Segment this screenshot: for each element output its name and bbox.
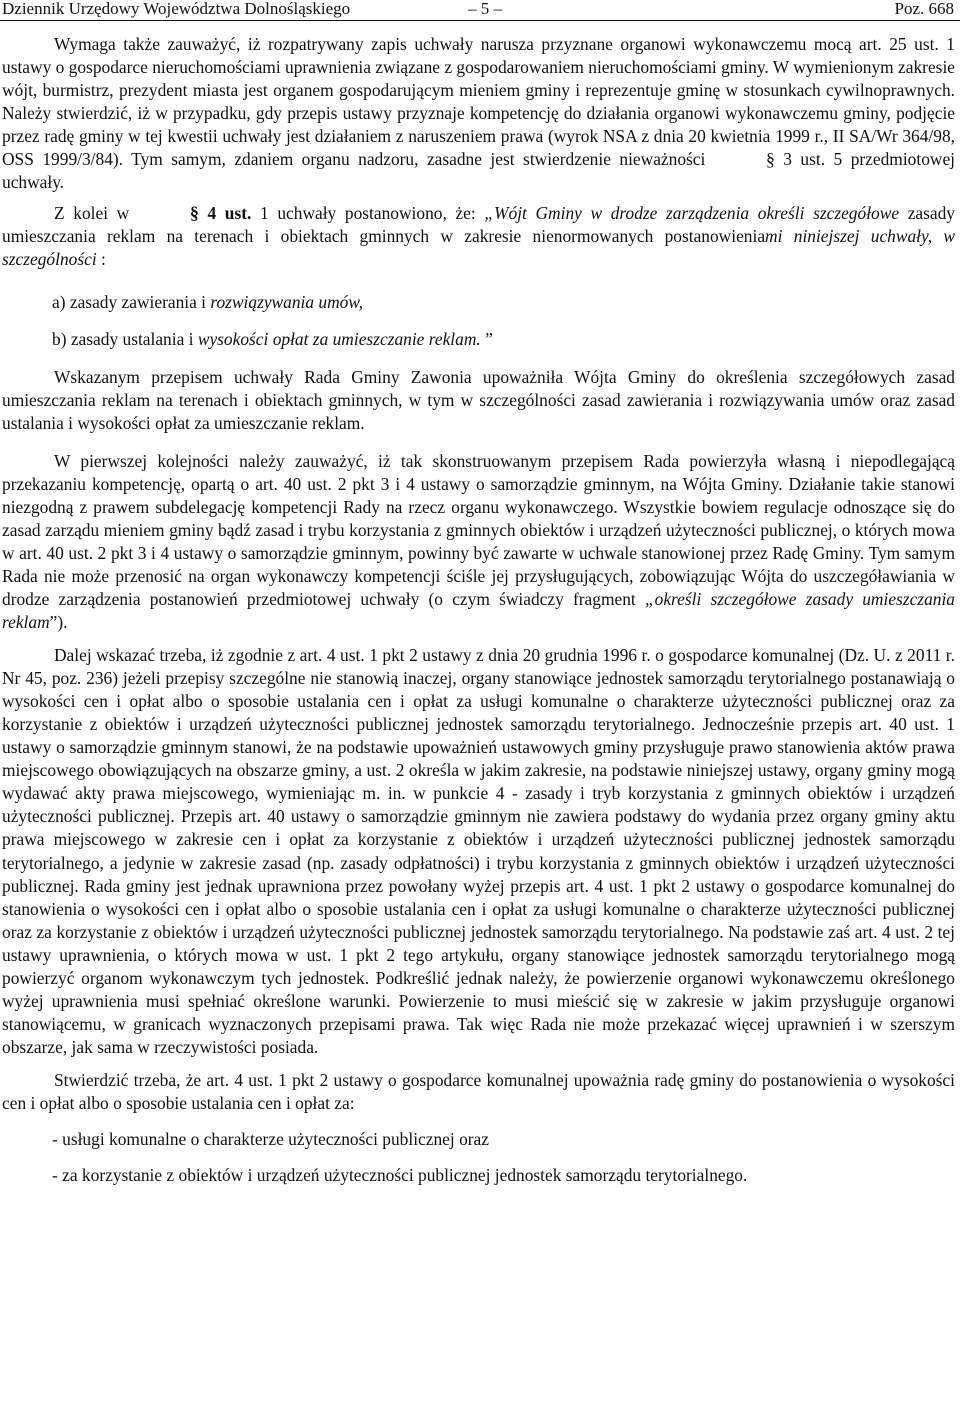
journal-title: Dziennik Urzędowy Województwa Dolnośląskiego bbox=[2, 0, 351, 18]
document-body bbox=[2, 33, 955, 1187]
paragraph-4: W pierwszej kolejności należy zauważyć, iż tak skonstruowanym przepisem Rada powierzyła własną i niepodlegającą przekazaniu kompetencję, opartą o art. 40 ust. 2 pkt 3 i 4 ustawy o samorządzie gminnym, na Wójta Gminy. Działanie takie stanowi niezgodną z prawem subdelegację kompetencji Rady na rzecz organu wykonawczego. Wszystkie bowiem regulacje odnoszące się do zasad zarządu mieniem gminy bądź zasad i trybu korzystania z gminnych obiektów i urządzeń użyteczności publicznej, o których mowa w art. 40 ust. 2 pkt 3 i 4 ustawy o samorządzie gminnym, powinny być zawarte w uchwale stanowionej przez Radę Gminy. Tym samym Rada nie może przenosić na organ wykonawczy kompetencji ściśle jej przysługujących, zobowiązując Wójta do uszczegóławiania w drodze zarządzenia postanowień przedmiotowej uchwały (o czym świadczy fragment „określi szczegółowe zasady umieszczania reklam”). bbox=[2, 450, 955, 633]
paragraph-6: Stwierdzić trzeba, że art. 4 ust. 1 pkt 2 ustawy o gospodarce komunalnej upoważnia radę gminy do postanowienia o wysokości cen i opłat albo o sposobie ustalania cen i opłat za: bbox=[2, 1069, 955, 1113]
paragraph-1: Wymaga także zauważyć, iż rozpatrywany zapis uchwały narusza przyznane organowi wykonawczemu mocą art. 25 ust. 1 ustawy o gospodarce nieruchomościami uprawnienia związane z gospodarowaniem nieruchomościami gminy. W wymienionym zakresie wójt, burmistrz, prezydent miasta jest organem gospodarującym mieniem gminy i reprezentuje gminę w stosunkach cywilnoprawnych. Należy stwierdzić, iż w przypadku, gdy przepis ustawy przyznaje kompetencję do działania organowi wykonawczemu gminy, podjęcie przez radę gminy w tej kwestii uchwały jest działaniem z naruszeniem prawa (wyrok NSA z dnia 20 kwietnia 1999 r., II SA/Wr 364/98, OSS 1999/3/84). Tym samym, zdaniem organu nadzoru, zasadne jest stwierdzenie nieważności § 3 ust. 5 przedmiotowej uchwały. bbox=[2, 34, 956, 193]
dash-item-1: - usługi komunalne o charakterze użyteczności publicznej oraz bbox=[52, 1129, 489, 1150]
section-sign: § bbox=[765, 149, 775, 170]
page-header bbox=[0, 0, 960, 22]
section-sign: § bbox=[189, 203, 199, 224]
header-rule bbox=[0, 20, 960, 21]
list-item-a: a) zasady zawierania i rozwiązywania umów, bbox=[52, 292, 364, 313]
paragraph-3: Wskazanym przepisem uchwały Rada Gminy Zawonia upoważniła Wójta Gminy do określenia szczegółowych zasad umieszczania reklam na terenach i obiektach gminnych, w tym w szczególności zasad zawierania i rozwiązywania umów oraz zasad ustalania i wysokości opłat za umieszczanie reklam. bbox=[2, 366, 955, 433]
position-number: Poz. 668 bbox=[894, 0, 954, 18]
paragraph-2: Z kolei w § 4 ust. 1 uchwały postanowiono, że: „Wójt Gminy w drodze zarządzenia określi szczegółowe zasady umieszczania reklam na terenach i obiektach gminnych w zakresie nienormowanych postanowieniami niniejszej uchwały, w szczególności : bbox=[2, 203, 956, 270]
page-number: – 5 – bbox=[468, 0, 502, 18]
paragraph-5: Dalej wskazać trzeba, iż zgodnie z art. 4 ust. 1 pkt 2 ustawy z dnia 20 grudnia 1996 r. o gospodarce komunalnej (Dz. U. z 2011 r. Nr 45, poz. 236) jeżeli przepisy szczególne nie stanowią inaczej, organy stanowiące jednostek samorządu terytorialnego postanawiają o wysokości cen i opłat albo o sposobie ustalania cen i opłat za usługi komunalne o charakterze użyteczności publicznej oraz za korzystanie z obiektów i urządzeń użyteczności publicznej jednostek samorządu terytorialnego. Jednocześnie przepis art. 40 ust. 1 ustawy o samorządzie gminnym stanowi, że na podstawie upoważnień ustawowych gminy przysługuje prawo stanowienia aktów prawa miejscowego obowiązujących na obszarze gminy, a ust. 2 określa w jakim zakresie, na podstawie niniejszej ustawy, organy gminy mogą wydawać akty prawa miejscowego, wymieniając m. in. w punkcie 4 - zasady i tryb korzystania z gminnych obiektów i urządzeń użyteczności publicznej. Przepis art. 40 ustawy o samorządzie gminnym nie zawiera podstawy do wydania przez organy gminy aktu prawa miejscowego w zakresie cen i opłat za korzystanie z obiektów i urządzeń użyteczności publicznej jednostek samorządu terytorialnego, a jedynie w zakresie zasad (np. zasady odpłatności) i trybu korzystania z gminnych obiektów i urządzeń użyteczności publicznej. Rada gminy jest jednak uprawniona przez powołany wyżej przepis art. 4 ust. 1 pkt 2 ustawy o gospodarce komunalnej do stanowienia o wysokości cen i opłat albo o sposobie ustalania cen i opłat za usługi komunalne o charakterze użyteczności publicznej oraz za korzystanie z obiektów i urządzeń użyteczności publicznej jednostek samorządu terytorialnego. Na podstawie zaś art. 4 ust. 2 tej ustawy uprawnienia, o których mowa w ust. 1 pkt 2 tego artykułu, organy stanowiące jednostek samorządu terytorialnego mogą powierzyć organom wykonawczym tych jednostek. Podkreślić jednak należy, że powierzenie organowi wykonawczemu określonego wyżej uprawnienia musi spełniać określone warunki. Powierzenie to musi mieścić się w zakresie w jakim przysługuje organowi stanowiącemu, w granicach wyznaczonych przepisami prawa. Tak więc Rada nie może przekazać więcej uprawnień i w szerszym obszarze, jak sama w rzeczywistości posiada. bbox=[2, 645, 955, 1057]
list-item-b: b) zasady ustalania i wysokości opłat za umieszczanie reklam. ” bbox=[52, 328, 493, 349]
dash-item-2: - za korzystanie z obiektów i urządzeń użyteczności publicznej jednostek samorządu terytorialnego. bbox=[52, 1165, 748, 1186]
